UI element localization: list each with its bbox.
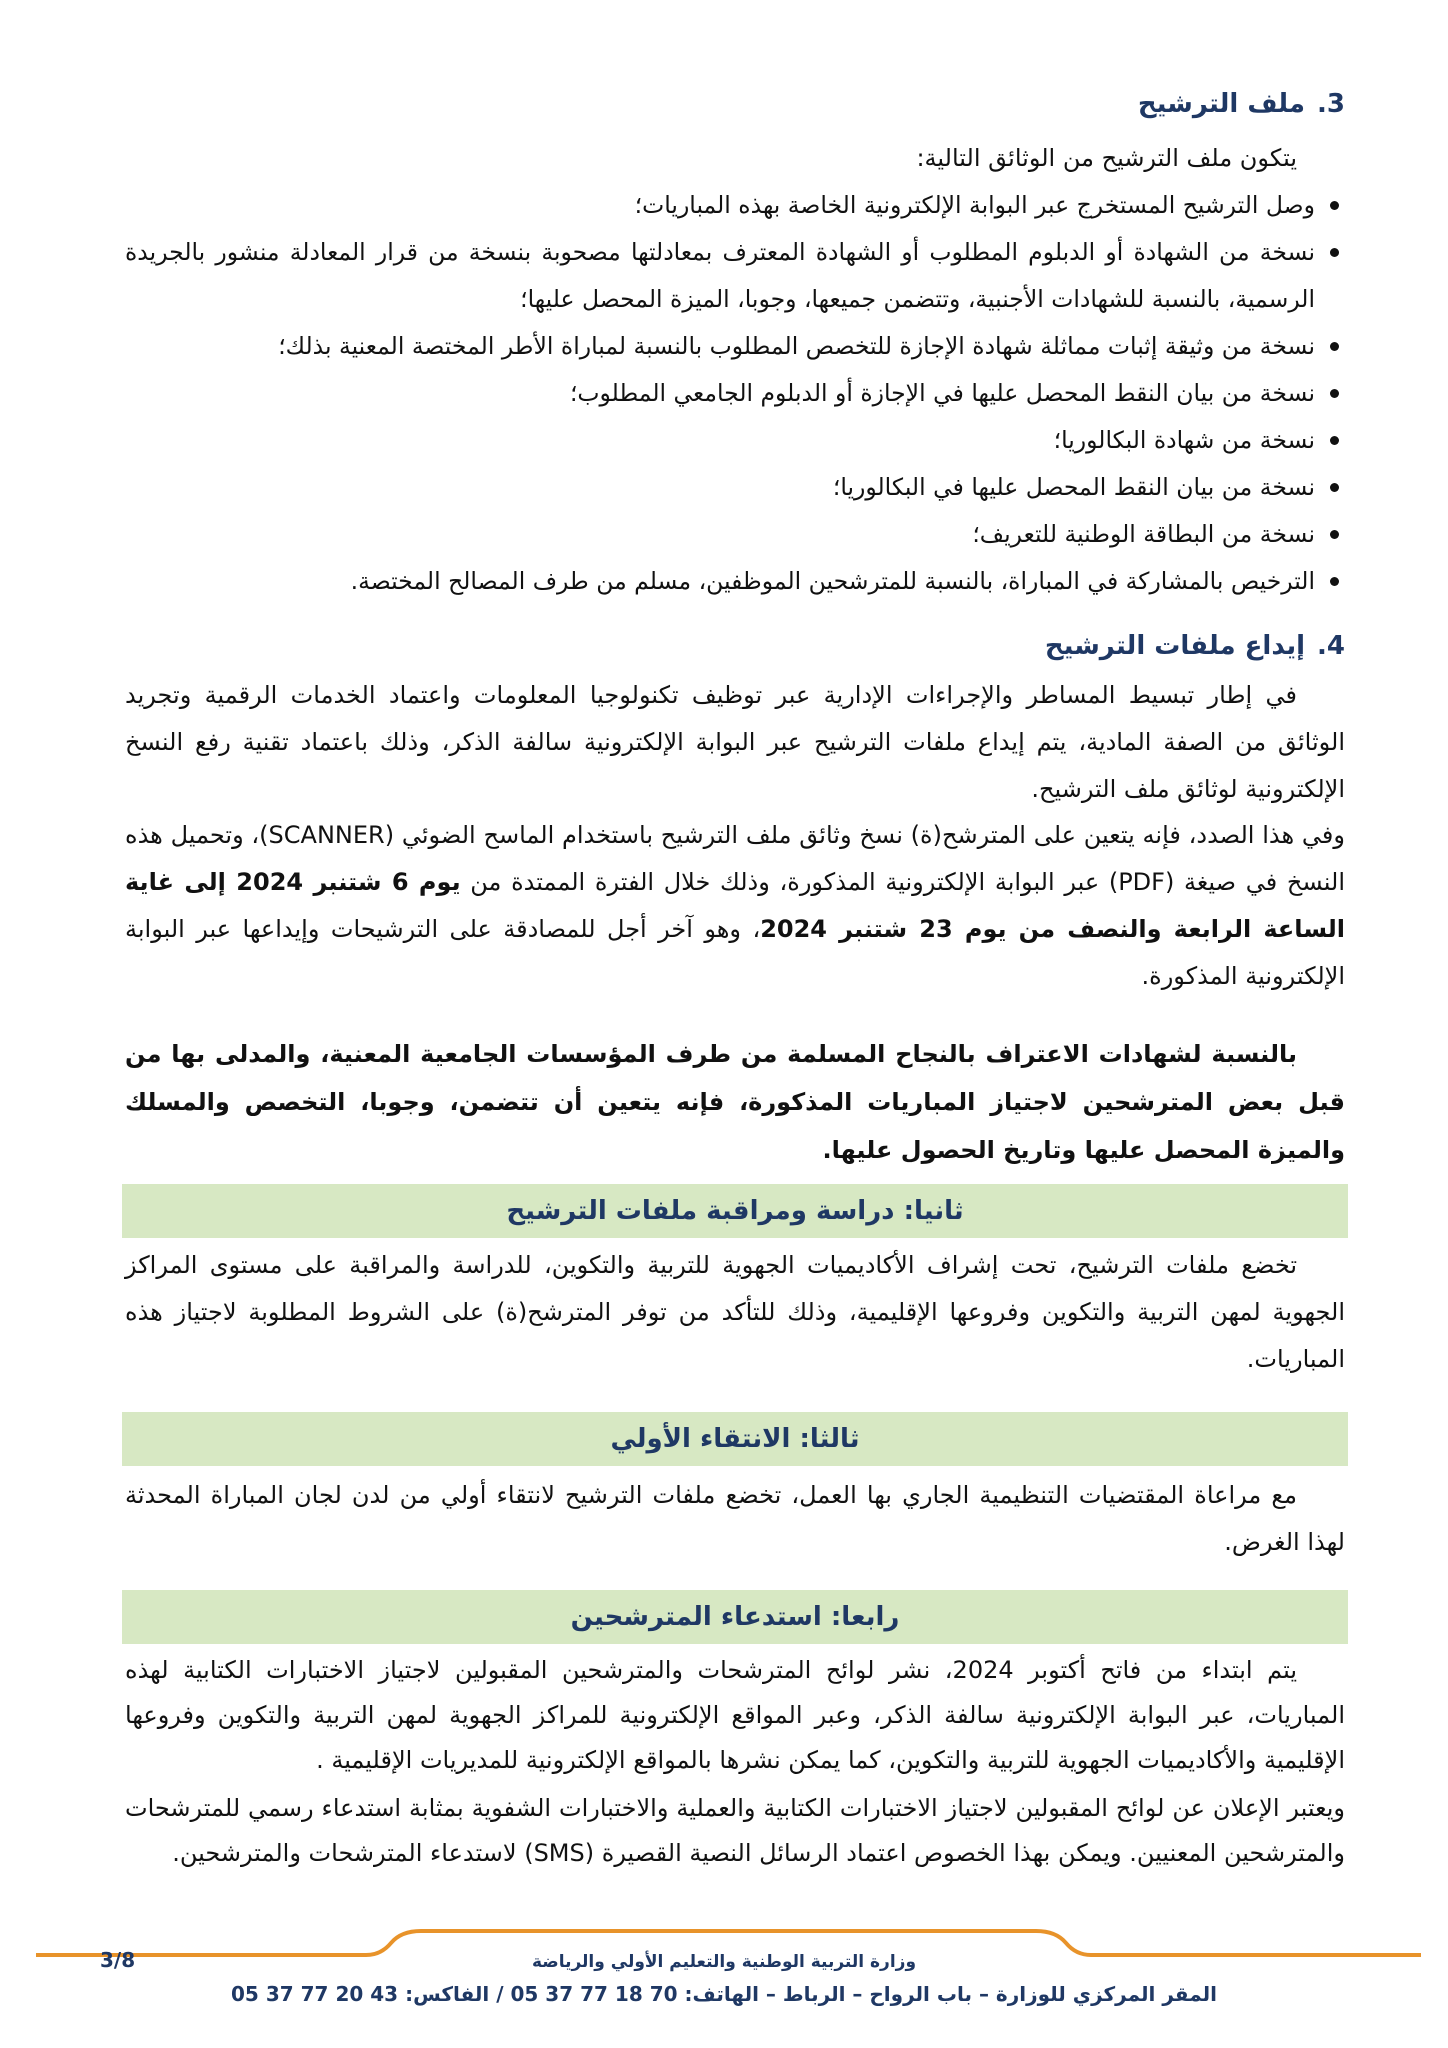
list-item: وصل الترشيح المستخرج عبر البوابة الإلكترونية الخاصة بهذه المباريات؛	[125, 182, 1345, 229]
section-3-title: ملف الترشيح	[1137, 89, 1306, 119]
list-item: نسخة من بيان النقط المحصل عليها في الإجازة أو الدبلوم الجامعي المطلوب؛	[125, 370, 1345, 417]
convocation-paragraph-2: ويعتبر الإعلان عن لوائح المقبولين لاجتياز الاختبارات الكتابية والعملية والاختبارات الشفوية بمثابة استدعاء رسمي للمترشحات والمترشحين المعنيين. ويمكن بهذا الخصوص اعتماد الرسائل النصية القصيرة (SMS) لاستدعاء المترشحات والمترشحين.	[125, 1794, 1345, 1867]
list-item: نسخة من البطاقة الوطنية للتعريف؛	[125, 511, 1345, 558]
submission-period: يوم 6 شتنبر 2024 إلى غاية الساعة الرابعة والنصف من يوم 23 شتنبر 2024	[125, 868, 1345, 943]
section-4-paragraph-2	[125, 812, 1345, 1000]
convocation-paragraph-1: يتم ابتداء من فاتح أكتوبر 2024، نشر لوائح المترشحات والمترشحين المقبولين لاجتياز الاختبارات الكتابية لهذه المباريات، عبر البوابة الإلكترونية سالفة الذكر، وعبر المواقع الإلكترونية للمراكز الجهوية لمهن التربية والتكوين وفروعها الإقليمية والأكاديميات الجهوية للتربية والتكوين، كما يمكن نشرها بالمواقع الإلكترونية للمديريات الإقليمية .	[125, 1656, 1345, 1774]
section-banner-preselection: ثالثا: الانتقاء الأولي	[122, 1412, 1348, 1466]
list-item: نسخة من بيان النقط المحصل عليها في البكالوريا؛	[125, 464, 1345, 511]
section-banner-review: ثانيا: دراسة ومراقبة ملفات الترشيح	[122, 1184, 1348, 1238]
footer-ministry-name: وزارة التربية الوطنية والتعليم الأولي والرياضة	[531, 1952, 917, 1972]
page-number: 3/8	[100, 1948, 136, 1972]
list-item: نسخة من الشهادة أو الدبلوم المطلوب أو الشهادة المعترف بمعادلتها مصحوبة بنسخة من قرار المعادلة منشور بالجريدة الرسمية، بالنسبة للشهادات الأجنبية، وتتضمن جميعها، وجوبا، الميزة المحصل عليها؛	[125, 229, 1345, 323]
paragraph-2-text: وفي هذا الصدد، فإنه يتعين على المترشح(ة) نسخ وثائق ملف الترشيح باستخدام الماسح الضوئي (SCANNER)، وتحميل هذه النسخ في صيغة (PDF) عبر البوابة الإلكترونية المذكورة، وذلك خلال الفترة الممتدة من	[125, 821, 1346, 896]
footer-address: المقر المركزي للوزارة – باب الرواح – الرباط – الهاتف: 70 18 77 37 05 / الفاكس: 43 20 77 37 05	[231, 1982, 1217, 2006]
list-item: نسخة من شهادة البكالوريا؛	[125, 417, 1345, 464]
section-4-paragraph-1: في إطار تبسيط المساطر والإجراءات الإدارية عبر توظيف تكنولوجيا المعلومات واعتماد الخدمات الرقمية وتجريد الوثائق من الصفة المادية، يتم إيداع ملفات الترشيح عبر البوابة الإلكترونية سالفة الذكر، وذلك باعتماد تقنية رفع النسخ الإلكترونية لوثائق ملف الترشيح.	[125, 681, 1345, 803]
list-item: نسخة من وثيقة إثبات مماثلة شهادة الإجازة للتخصص المطلوب بالنسبة لمباراة الأطر المختصة المعنية بذلك؛	[125, 323, 1345, 370]
section-4-number: 4.	[1317, 631, 1345, 661]
section-banner-convocation: رابعا: استدعاء المترشحين	[122, 1590, 1348, 1644]
list-item: الترخيص بالمشاركة في المباراة، بالنسبة للمترشحين الموظفين، مسلم من طرف المصالح المختصة.	[125, 558, 1345, 605]
section-4-heading	[1045, 626, 1345, 666]
paragraph-2-text-end: ، وهو آخر أجل للمصادقة على الترشيحات وإيداعها عبر البوابة الإلكترونية المذكورة.	[125, 915, 1345, 990]
preselection-paragraph: مع مراعاة المقتضيات التنظيمية الجاري بها العمل، تخضع ملفات الترشيح لانتقاء أولي من لدن لجان المباراة المحدثة لهذا الغرض.	[125, 1481, 1345, 1556]
section-3-document-list	[125, 182, 1345, 605]
section-4-title: إيداع ملفات الترشيح	[1044, 631, 1306, 661]
section-4-paragraph-3: بالنسبة لشهادات الاعتراف بالنجاح المسلمة من طرف المؤسسات الجامعية المعنية، والمدلى بها من قبل بعض المترشحين لاجتياز المباريات المذكورة، فإنه يتعين أن تتضمن، وجوبا، التخصص والمسلك والميزة المحصل عليها وتاريخ الحصول عليها.	[125, 1040, 1345, 1164]
section-3-number: 3.	[1317, 89, 1345, 119]
section-3-heading	[1138, 84, 1345, 124]
review-paragraph: تخضع ملفات الترشيح، تحت إشراف الأكاديميات الجهوية للتربية والتكوين، للدراسة والمراقبة على مستوى المراكز الجهوية لمهن التربية والتكوين وفروعها الإقليمية، وذلك للتأكد من توفر المترشح(ة) على الشروط المطلوبة لاجتياز هذه المباريات.	[125, 1251, 1345, 1373]
section-3-intro: يتكون ملف الترشيح من الوثائق التالية:	[916, 144, 1297, 172]
